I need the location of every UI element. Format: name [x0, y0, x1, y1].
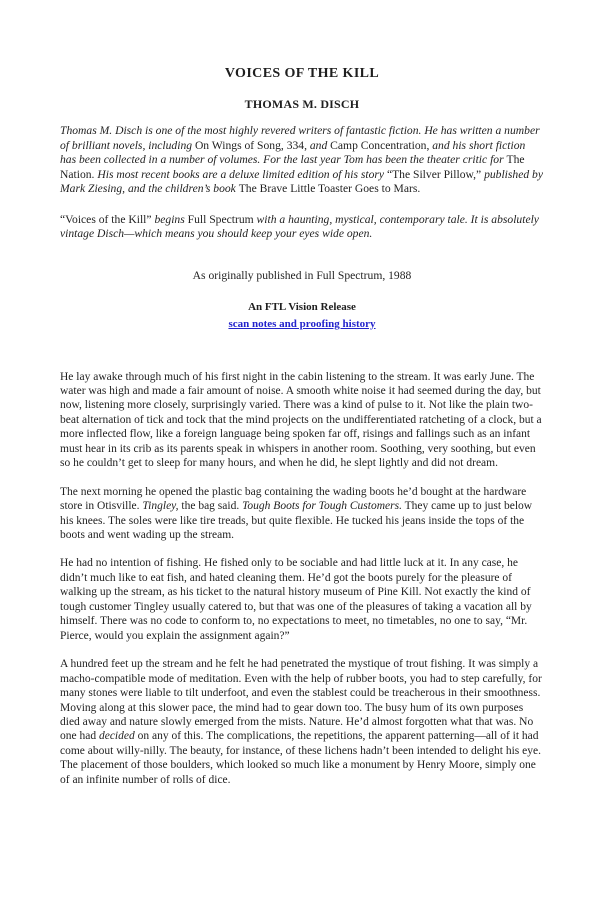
story-body	[60, 370, 544, 788]
text-run: He had no intention of fishing. He fished only to be sociable and had little luck at it. In any case, he didn’t much like to eat fish, and hated cleaning them. He’d got the boots purely for the pleasure of walking up the stream, as his ticket to the natural history museum of Pine Kill. Not exactly the kind of tough customer Tingley usually catered to, but that was one of the pleasures of taking a vacation all by himself. There was no code to conform to, no expectations to meet, no timetables, no one to say, “Mr. Pierce, would you explain the assignment again?”	[60, 557, 532, 642]
text-run: They came up to just below his knees. The soles were like tire treads, but quite flexible. He tucked his jeans inside the tops of the boots and went wading up the stream.	[60, 500, 533, 542]
text-run: The Brave Little Toaster Goes to Mars.	[238, 182, 421, 195]
release-block	[60, 301, 544, 332]
story-paragraph	[60, 370, 544, 471]
text-run: the bag said.	[178, 500, 243, 513]
intro-paragraph	[60, 213, 544, 242]
text-run: On Wings of Song, 334,	[194, 138, 307, 152]
text-run: His most recent books are a deluxe limited edition of his story	[94, 167, 387, 181]
release-label: An FTL Vision Release	[248, 300, 356, 313]
text-run: He lay awake through much of his first night in the cabin listening to the stream. It was early June. The water was high and made a fair amount of noise. A smooth white noise it had seemed during the day, but now, listening more closely, surprisingly varied. There was a kind of pulse to it. Not like the plain two-beat alternation of tick and tock that the mind projects on the undifferentiated ratcheting of a clock, but a more inflected flow, like a foreign language being spoken far off, risings and fallings such as an infant must hear in its crib as its parents speak in whispers in another room. Soothing, very soothing, but even so he couldn’t get to sleep for many hours, and when he did, he slept lightly and did not dream.	[60, 370, 542, 470]
text-run: on any of this. The complications, the repetitions, the apparent patterning—all of it had come about willy-nilly. The beauty, for instance, of these lichens hadn’t been intended to delight his eye. The placement of those boulders, which looked so much like a monument by Henry Moore, simply one of an infinite number of rolls of dice.	[60, 730, 541, 786]
intro-section	[60, 124, 544, 242]
text-run: “The Silver Pillow,”	[386, 167, 482, 181]
scan-notes-link[interactable]: scan notes and proofing history	[228, 317, 376, 330]
story-title: VOICES OF THE KILL	[224, 66, 380, 81]
text-run: Thomas M. Disch is one of the most highly revered writers of fantastic fiction. He has written a number of brilliant novels, including	[60, 124, 540, 152]
author-name: THOMAS M. DISCH	[244, 97, 360, 111]
story-paragraph	[60, 485, 544, 543]
story-paragraph	[60, 556, 544, 643]
text-run: “Voices of the Kill”	[60, 212, 155, 226]
text-run: Full Spectrum	[187, 212, 257, 226]
text-run: with a haunting, mystical, contemporary tale. It is absolutely vintage Disch—which means you should keep your eyes wide open.	[60, 212, 539, 240]
text-run: Tingley,	[142, 500, 179, 513]
text-run: and	[306, 138, 331, 152]
text-run: and his short fiction has been collected in a number of volumes. For the last year Tom has been the theater critic for	[60, 138, 526, 166]
text-run: decided	[98, 730, 135, 743]
text-run: A hundred feet up the stream and he felt he had penetrated the mystique of trout fishing. It was simply a macho-compatible mode of meditation. Even with the help of rubber boots, you had to step carefully, for many stones were liable to tilt underfoot, and even the stablest could be treacherous in their smoothness. Moving along at this slower pace, the mind had to gear down too. The busy hum of its own purposes died away and nature slowly emerged from the mists. Nature. He’d almost forgotten what that was. No one had	[60, 658, 542, 743]
text-run: Camp Concentration,	[330, 138, 430, 152]
text-run: The next morning he opened the plastic bag containing the wading boots he’d bought at the hardware store in Otisville.	[60, 485, 527, 513]
intro-paragraph	[60, 124, 544, 197]
story-paragraph	[60, 657, 544, 787]
text-run: The Nation.	[60, 153, 525, 181]
publication-note: As originally published in Full Spectrum, 1988	[192, 268, 412, 282]
text-run: Tough Boots for Tough Customers.	[242, 500, 402, 513]
text-run: published by Mark Ziesing, and the children’s book	[60, 167, 543, 195]
text-run: begins	[154, 212, 188, 226]
